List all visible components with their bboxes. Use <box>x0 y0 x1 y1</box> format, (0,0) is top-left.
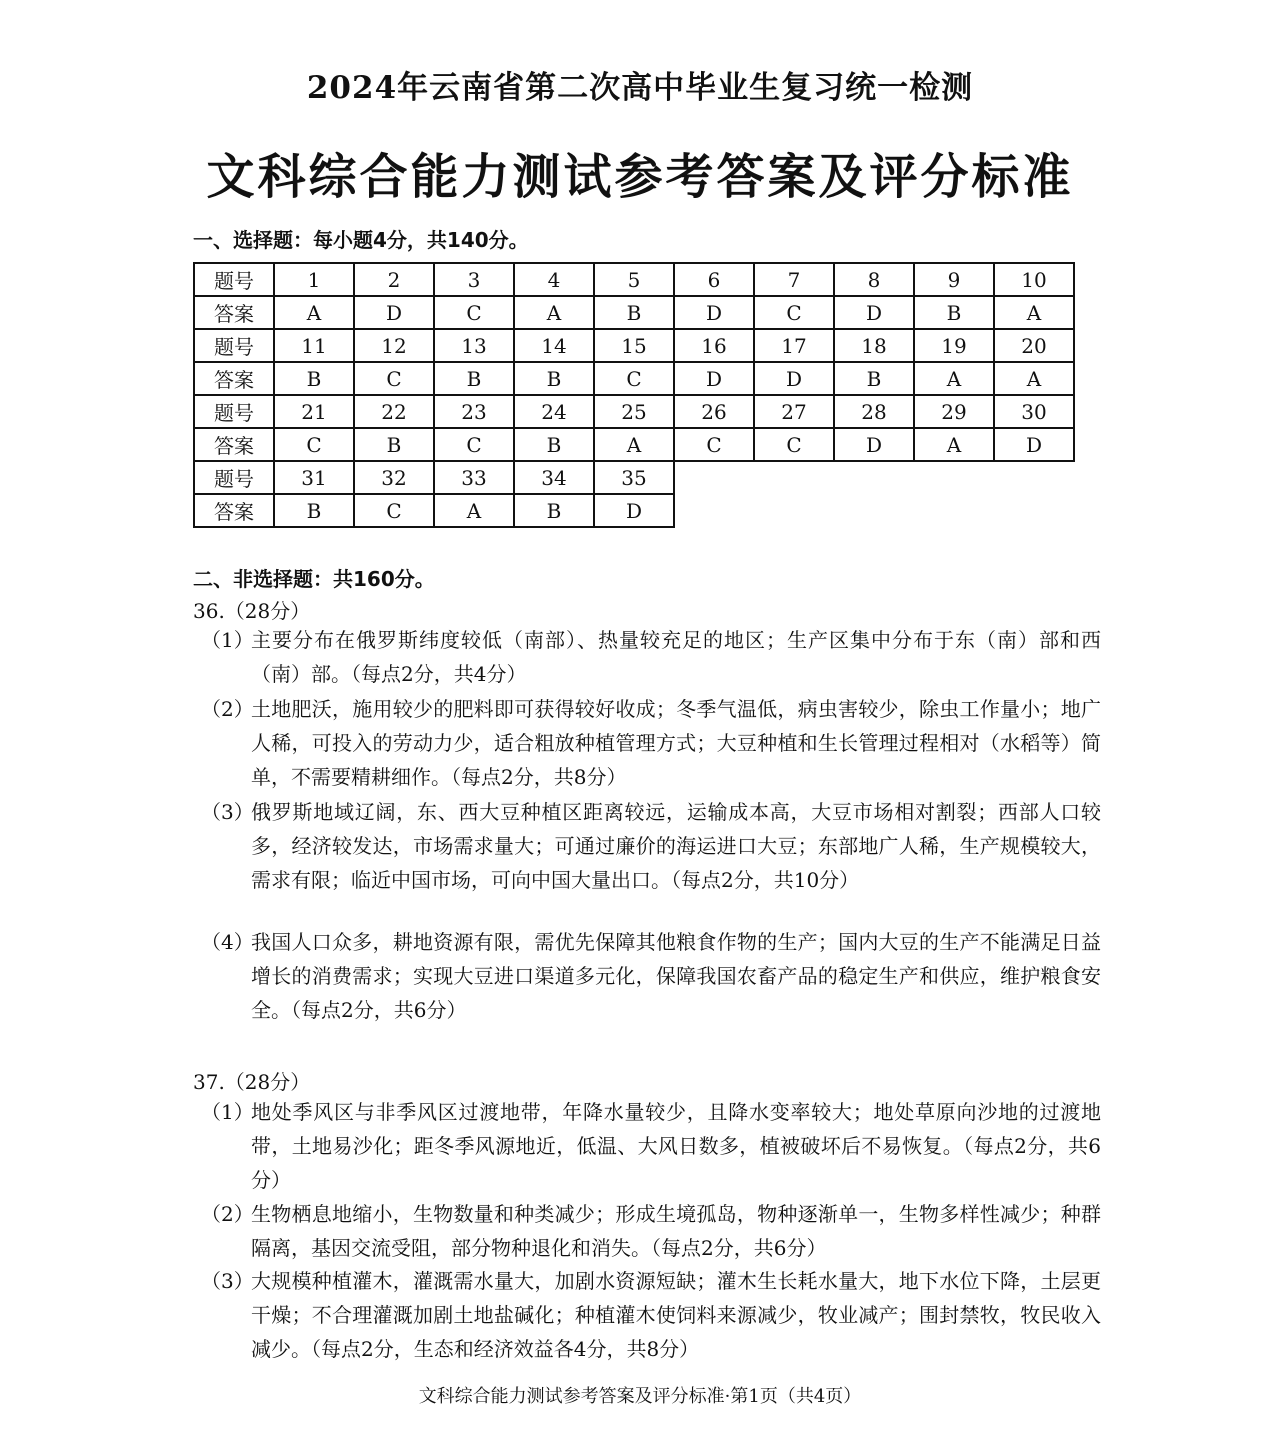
q36-item-2 <box>201 692 1101 794</box>
question-number: 3 <box>434 263 514 296</box>
question-number: 32 <box>354 461 434 494</box>
answer-cell: B <box>274 362 354 395</box>
q37-item-2 <box>201 1197 1101 1265</box>
answer-cell: A <box>914 428 994 461</box>
item-number: （4） <box>201 930 254 954</box>
answer-cell: D <box>674 296 754 329</box>
answer-cell: D <box>354 296 434 329</box>
question-number: 27 <box>754 395 834 428</box>
question-number: 33 <box>434 461 514 494</box>
question-number: 30 <box>994 395 1074 428</box>
question-number: 19 <box>914 329 994 362</box>
table-row-answers <box>194 362 1074 395</box>
answer-cell: C <box>434 428 514 461</box>
answer-cell: B <box>514 494 594 527</box>
document-title: 文科综合能力测试参考答案及评分标准 <box>206 149 1074 205</box>
row-label-answer: 答案 <box>194 494 274 527</box>
table-row-question-numbers <box>194 329 1074 362</box>
item-number: （3） <box>201 1269 254 1293</box>
question-number: 23 <box>434 395 514 428</box>
section1-heading: 一、选择题：每小题4分，共140分。 <box>193 228 529 252</box>
question-number: 17 <box>754 329 834 362</box>
item-number: （1） <box>201 1100 254 1124</box>
question-number: 31 <box>274 461 354 494</box>
answer-cell: A <box>434 494 514 527</box>
row-label-answer: 答案 <box>194 362 274 395</box>
item-text: 大规模种植灌木，灌溉需水量大，加剧水资源短缺；灌木生长耗水量大，地下水位下降，土层更干燥；不合理灌溉加剧土地盐碱化；种植灌木使饲料来源减少，牧业减产；围封禁牧，牧民收入减少。（每点2分，生态和经济效益各4分，共8分） <box>251 1269 1101 1361</box>
answer-cell: A <box>514 296 594 329</box>
answer-cell: C <box>754 296 834 329</box>
item-number: （2） <box>201 697 254 721</box>
answer-cell: D <box>674 362 754 395</box>
question-number: 11 <box>274 329 354 362</box>
question-number: 21 <box>274 395 354 428</box>
question-number: 34 <box>514 461 594 494</box>
item-text: 土地肥沃，施用较少的肥料即可获得较好收成；冬季气温低，病虫害较少，除虫工作量小；地广人稀，可投入的劳动力少，适合粗放种植管理方式；大豆种植和生长管理过程相对（水稻等）简单，不需要精耕细作。（每点2分，共8分） <box>251 697 1101 789</box>
question-number: 10 <box>994 263 1074 296</box>
question-number: 13 <box>434 329 514 362</box>
answer-cell: D <box>994 428 1074 461</box>
question-number: 9 <box>914 263 994 296</box>
question-number: 26 <box>674 395 754 428</box>
table-row-question-numbers <box>194 263 1074 296</box>
question-37-title: 37.（28分） <box>193 1070 311 1094</box>
q36-item-3 <box>201 795 1101 897</box>
answer-cell: C <box>274 428 354 461</box>
item-number: （2） <box>201 1202 254 1226</box>
question-number: 4 <box>514 263 594 296</box>
question-number: 15 <box>594 329 674 362</box>
question-number: 28 <box>834 395 914 428</box>
q37-item-3 <box>201 1264 1101 1366</box>
answer-cell: C <box>674 428 754 461</box>
answer-cell: D <box>754 362 834 395</box>
question-number: 29 <box>914 395 994 428</box>
item-text: 主要分布在俄罗斯纬度较低（南部）、热量较充足的地区；生产区集中分布于东（南）部和西（南）部。（每点2分，共4分） <box>251 628 1101 686</box>
question-number: 20 <box>994 329 1074 362</box>
row-label-answer: 答案 <box>194 428 274 461</box>
answer-cell: C <box>354 494 434 527</box>
answer-cell: B <box>594 296 674 329</box>
question-number: 12 <box>354 329 434 362</box>
q37-item-1 <box>201 1095 1101 1197</box>
answer-cell: A <box>594 428 674 461</box>
q36-item-1 <box>201 623 1101 691</box>
answer-cell: C <box>354 362 434 395</box>
answer-cell: C <box>594 362 674 395</box>
question-number: 8 <box>834 263 914 296</box>
question-number: 22 <box>354 395 434 428</box>
answer-cell: B <box>354 428 434 461</box>
row-label-question: 题号 <box>194 461 274 494</box>
answer-cell: A <box>914 362 994 395</box>
answer-cell: B <box>914 296 994 329</box>
answer-cell: D <box>834 428 914 461</box>
item-text: 我国人口众多，耕地资源有限，需优先保障其他粮食作物的生产；国内大豆的生产不能满足日益增长的消费需求；实现大豆进口渠道多元化，保障我国农畜产品的稳定生产和供应，维护粮食安全。（每点2分，共6分） <box>251 930 1101 1022</box>
answer-cell: D <box>594 494 674 527</box>
answer-cell: D <box>834 296 914 329</box>
table-row-answers <box>194 494 1074 527</box>
answer-table <box>193 262 1075 528</box>
question-number: 6 <box>674 263 754 296</box>
page-footer: 文科综合能力测试参考答案及评分标准·第1页（共4页） <box>418 1386 862 1407</box>
empty-cell <box>674 494 1074 527</box>
row-label-question: 题号 <box>194 329 274 362</box>
row-label-question: 题号 <box>194 395 274 428</box>
answer-cell: C <box>434 296 514 329</box>
question-number: 7 <box>754 263 834 296</box>
answer-cell: B <box>434 362 514 395</box>
table-row-question-numbers <box>194 395 1074 428</box>
row-label-answer: 答案 <box>194 296 274 329</box>
item-text: 地处季风区与非季风区过渡地带，年降水量较少，且降水变率较大；地处草原向沙地的过渡地带，土地易沙化；距冬季风源地近，低温、大风日数多，植被破坏后不易恢复。（每点2分，共6分） <box>251 1100 1101 1192</box>
empty-cell <box>674 461 1074 494</box>
row-label-question: 题号 <box>194 263 274 296</box>
question-number: 1 <box>274 263 354 296</box>
section2-heading: 二、非选择题：共160分。 <box>193 567 435 591</box>
answer-cell: B <box>514 428 594 461</box>
answer-cell: C <box>754 428 834 461</box>
answer-cell: A <box>994 296 1074 329</box>
answer-cell: A <box>994 362 1074 395</box>
item-text: 生物栖息地缩小，生物数量和种类减少；形成生境孤岛，物种逐渐单一，生物多样性减少；种群隔离，基因交流受阻，部分物种退化和消失。（每点2分，共6分） <box>251 1202 1101 1260</box>
item-text: 俄罗斯地域辽阔，东、西大豆种植区距离较远，运输成本高，大豆市场相对割裂；西部人口较多，经济较发达，市场需求量大；可通过廉价的海运进口大豆；东部地广人稀，生产规模较大，需求有限；临近中国市场，可向中国大量出口。（每点2分，共10分） <box>251 800 1101 892</box>
question-number: 2 <box>354 263 434 296</box>
answer-cell: B <box>834 362 914 395</box>
question-number: 5 <box>594 263 674 296</box>
answer-cell: B <box>514 362 594 395</box>
question-number: 35 <box>594 461 674 494</box>
exam-title: 2024年云南省第二次高中毕业生复习统一检测 <box>306 70 974 106</box>
question-number: 24 <box>514 395 594 428</box>
question-36-title: 36.（28分） <box>193 599 311 623</box>
question-number: 16 <box>674 329 754 362</box>
table-row-answers <box>194 428 1074 461</box>
q36-item-4 <box>201 925 1101 1027</box>
table-row-answers <box>194 296 1074 329</box>
answer-cell: B <box>274 494 354 527</box>
item-number: （3） <box>201 800 254 824</box>
question-number: 18 <box>834 329 914 362</box>
item-number: （1） <box>201 628 254 652</box>
question-number: 25 <box>594 395 674 428</box>
answer-cell: A <box>274 296 354 329</box>
table-row-question-numbers <box>194 461 1074 494</box>
question-number: 14 <box>514 329 594 362</box>
